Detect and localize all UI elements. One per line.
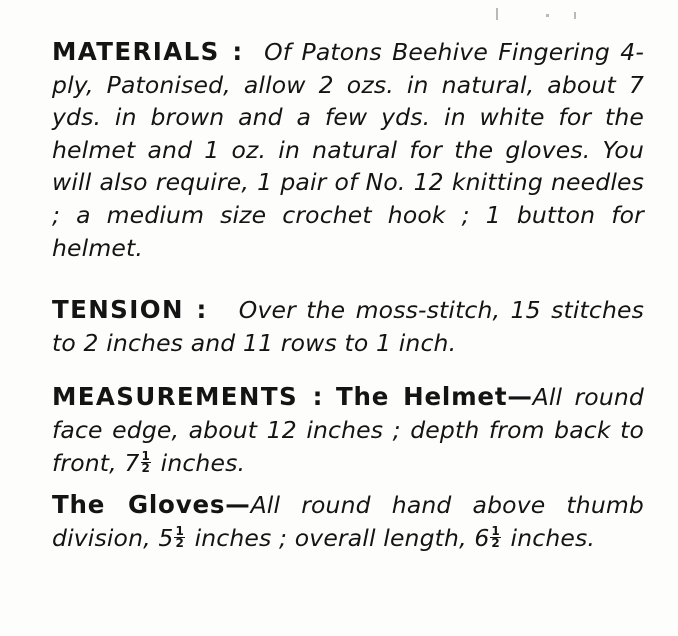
helmet-text-before: All round face edge, about 12 inches ; depth from back to front, 7 [52, 383, 644, 477]
measurements-paragraph [52, 381, 644, 479]
pattern-text [52, 36, 644, 554]
measurements-label: MEASUREMENTS : [52, 382, 324, 412]
fraction-half [490, 523, 501, 550]
tension-section [52, 294, 644, 359]
fraction-denominator: 2 [175, 535, 184, 550]
helmet-text-after: inches. [153, 448, 246, 477]
print-speck [496, 8, 498, 20]
fraction-half [141, 448, 152, 475]
gloves-label: The Gloves— [52, 490, 251, 520]
gloves-text-1: All round hand above thumb division, 5 [52, 491, 644, 552]
materials-label: MATERIALS : [52, 37, 244, 66]
materials-section [52, 36, 644, 264]
tension-label: TENSION : [52, 295, 208, 325]
gloves-section [52, 489, 644, 554]
gloves-text-3: inches. [502, 523, 596, 552]
fraction-denominator: 2 [491, 535, 500, 550]
print-speck [574, 12, 576, 19]
gloves-text-2: inches ; overall length, 6 [186, 523, 490, 552]
fraction-denominator: 2 [141, 460, 151, 475]
gloves-paragraph [52, 489, 644, 554]
materials-text: Of Patons Beehive Fingering 4-ply, Patonised, allow 2 ozs. in natural, about 7 yds. in brown and a few yds. in white for the helmet and 1 oz. in natural for the gloves. You will also require, 1 pair of No. 12 knitting needles ; a medium size crochet hook ; 1 button for helmet. [52, 38, 644, 262]
tension-paragraph [52, 294, 644, 359]
measurements-section [52, 381, 644, 479]
print-speck [546, 14, 549, 17]
fraction-numerator: 1 [175, 523, 184, 538]
materials-paragraph [52, 36, 644, 264]
fraction-numerator: 1 [141, 448, 151, 463]
fraction-numerator: 1 [491, 523, 500, 538]
helmet-label: The Helmet— [336, 382, 533, 412]
fraction-half [174, 523, 185, 550]
tension-text: Over the moss-stitch, 15 stitches to 2 inches and 11 rows to 1 inch. [52, 296, 644, 357]
